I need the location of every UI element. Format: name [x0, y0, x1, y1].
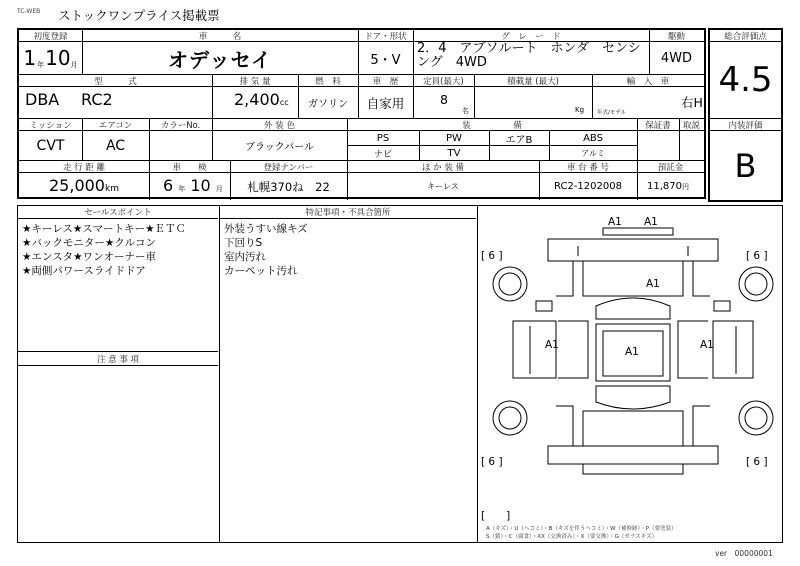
label-car-name: 車 名 [198, 31, 242, 42]
damage-mark: A1 [545, 339, 559, 351]
label-ext-color: 外 装 色 [264, 120, 295, 131]
label-model: 型 式 [94, 76, 137, 87]
damage-mark: A1 [608, 216, 622, 228]
equip-pw: PW [446, 132, 462, 144]
equip-navi: ナビ [373, 149, 392, 160]
list-item: ★キーレス★スマートキー★ＥＴＣ [22, 223, 187, 235]
label-overall: 総合評価点 [724, 31, 767, 42]
label-sales-points: セールスポイント [18, 206, 218, 219]
label-mileage: 走 行 距 離 [62, 162, 106, 173]
label-import: 輸 入 車 [626, 76, 670, 87]
equip-alumi: アルミ [581, 148, 605, 158]
list-item: 下回りS [224, 237, 263, 249]
damage-mark: A1 [625, 346, 639, 358]
label-fuel: 燃 料 [315, 76, 341, 87]
damage-mark: A1 [700, 339, 714, 351]
interior-grade-value: B [734, 146, 757, 185]
label-grade: グ レ ー ド [501, 31, 561, 42]
sales-points-list [18, 222, 186, 278]
damage-mark: A1 [646, 278, 660, 290]
legend-line2: S（錆）・C（腐食）・XX（交換済み）・X（要交換）・G（ガラスキズ） [486, 534, 658, 540]
tire-depth: [ 6 ] [481, 250, 503, 262]
list-item: カーペット汚れ [224, 265, 298, 277]
label-displacement: 排 気 量 [239, 76, 271, 87]
car-name-value: オデッセイ [168, 47, 272, 72]
label-inspection: 車 検 [172, 162, 207, 173]
spare-tire-depth: [ ] [481, 510, 511, 522]
label-price: 預託金 [657, 162, 684, 173]
equip-abs: ABS [583, 132, 603, 144]
label-other-equip: ほ か 装 備 [421, 162, 465, 173]
label-capacity: 定員(最大) [423, 76, 464, 87]
label-equipment: 装 備 [462, 120, 522, 131]
logo: TC-WEB [17, 8, 41, 15]
list-item: ★バックモニター★クルコン [22, 237, 157, 249]
label-mission: ミッション [29, 120, 72, 131]
model-year-label: 年式/モデル [597, 110, 627, 116]
equip-tv: TV [447, 147, 461, 159]
grade-value: 2．4 アブソルート ホンダ センシ ング 4WD [417, 42, 641, 70]
list-item: 室内汚れ [224, 251, 266, 263]
mileage-value: 25,000km [49, 176, 119, 195]
steering-value: 右H [681, 95, 703, 110]
label-manual: 取説 [682, 120, 700, 131]
load-unit: Kg [575, 106, 585, 114]
model-prefix-value: DBA [25, 90, 60, 109]
legend-line1: A（キズ）・U（ヘコミ）・B（キズを伴うヘコミ）・W（補修跡）・P（要塗装） [486, 526, 677, 532]
list-item: 外装うすい線キズ [224, 223, 308, 235]
label-remarks: 特記事項・不具合箇所 [220, 206, 476, 219]
chassis-value: RC2-1202008 [554, 181, 622, 192]
drive-value: 4WD [660, 50, 693, 66]
spec-grid [17, 28, 706, 199]
tire-depth: [ 6 ] [746, 250, 768, 262]
label-interior: 内装評価 [728, 120, 763, 131]
tire-depth: [ 6 ] [481, 456, 503, 468]
capacity-unit: 名 [462, 107, 469, 115]
damage-mark: A1 [644, 216, 658, 228]
equip-ps: PS [376, 132, 390, 144]
label-plate: 登録ナンバー [263, 162, 314, 173]
label-doors: ドア・形状 [364, 31, 407, 42]
label-aircon: エアコン [98, 120, 133, 131]
remarks-panel [220, 205, 478, 543]
fuel-value: ガソリン [308, 99, 348, 110]
capacity-value: 8 [440, 92, 448, 107]
overall-grade-value: 4.5 [718, 60, 773, 100]
page-title: ストックワンプライス掲載票 [58, 8, 220, 23]
car-diagram-panel [478, 205, 783, 543]
list-item: ★両側パワースライドドア [22, 265, 146, 277]
ext-color-value: ブラックパール [245, 142, 314, 153]
tire-depth: [ 6 ] [746, 456, 768, 468]
label-drive: 駆動 [667, 31, 685, 42]
label-warranty: 保証書 [645, 120, 671, 131]
label-load: 積載量 (最大) [507, 76, 559, 87]
grade-box [708, 28, 783, 202]
list-item: ★エンスタ★ワンオーナー車 [22, 251, 157, 263]
remarks-list [220, 222, 308, 278]
aircon-value: AC [105, 137, 126, 154]
other-equip-value: キーレス [427, 182, 459, 191]
mission-value: CVT [36, 137, 65, 154]
plate-value: 札幌370ね 22 [247, 179, 330, 194]
doors-value: 5・V [370, 52, 401, 68]
label-color-no: カラーNo. [160, 120, 201, 131]
price-value: 11,870円 [647, 181, 689, 192]
label-history: 車 歴 [372, 76, 399, 87]
version-label: ver 00000001 [715, 549, 773, 558]
label-first-reg: 初度登録 [33, 31, 68, 42]
equip-airbag: エアB [505, 134, 533, 146]
first-reg-value: 1 年 10 月 [23, 46, 78, 70]
inspection-value: 6 年 10 月 [163, 176, 223, 195]
label-cautions: 注 意 事 項 [18, 352, 218, 366]
label-chassis: 車 台 番 号 [566, 162, 610, 173]
displacement-value: 2,400cc [234, 90, 289, 109]
sales-panel [17, 205, 220, 543]
car-diagram [478, 206, 781, 521]
history-value: 自家用 [366, 95, 405, 111]
model-value: RC2 [81, 90, 113, 109]
